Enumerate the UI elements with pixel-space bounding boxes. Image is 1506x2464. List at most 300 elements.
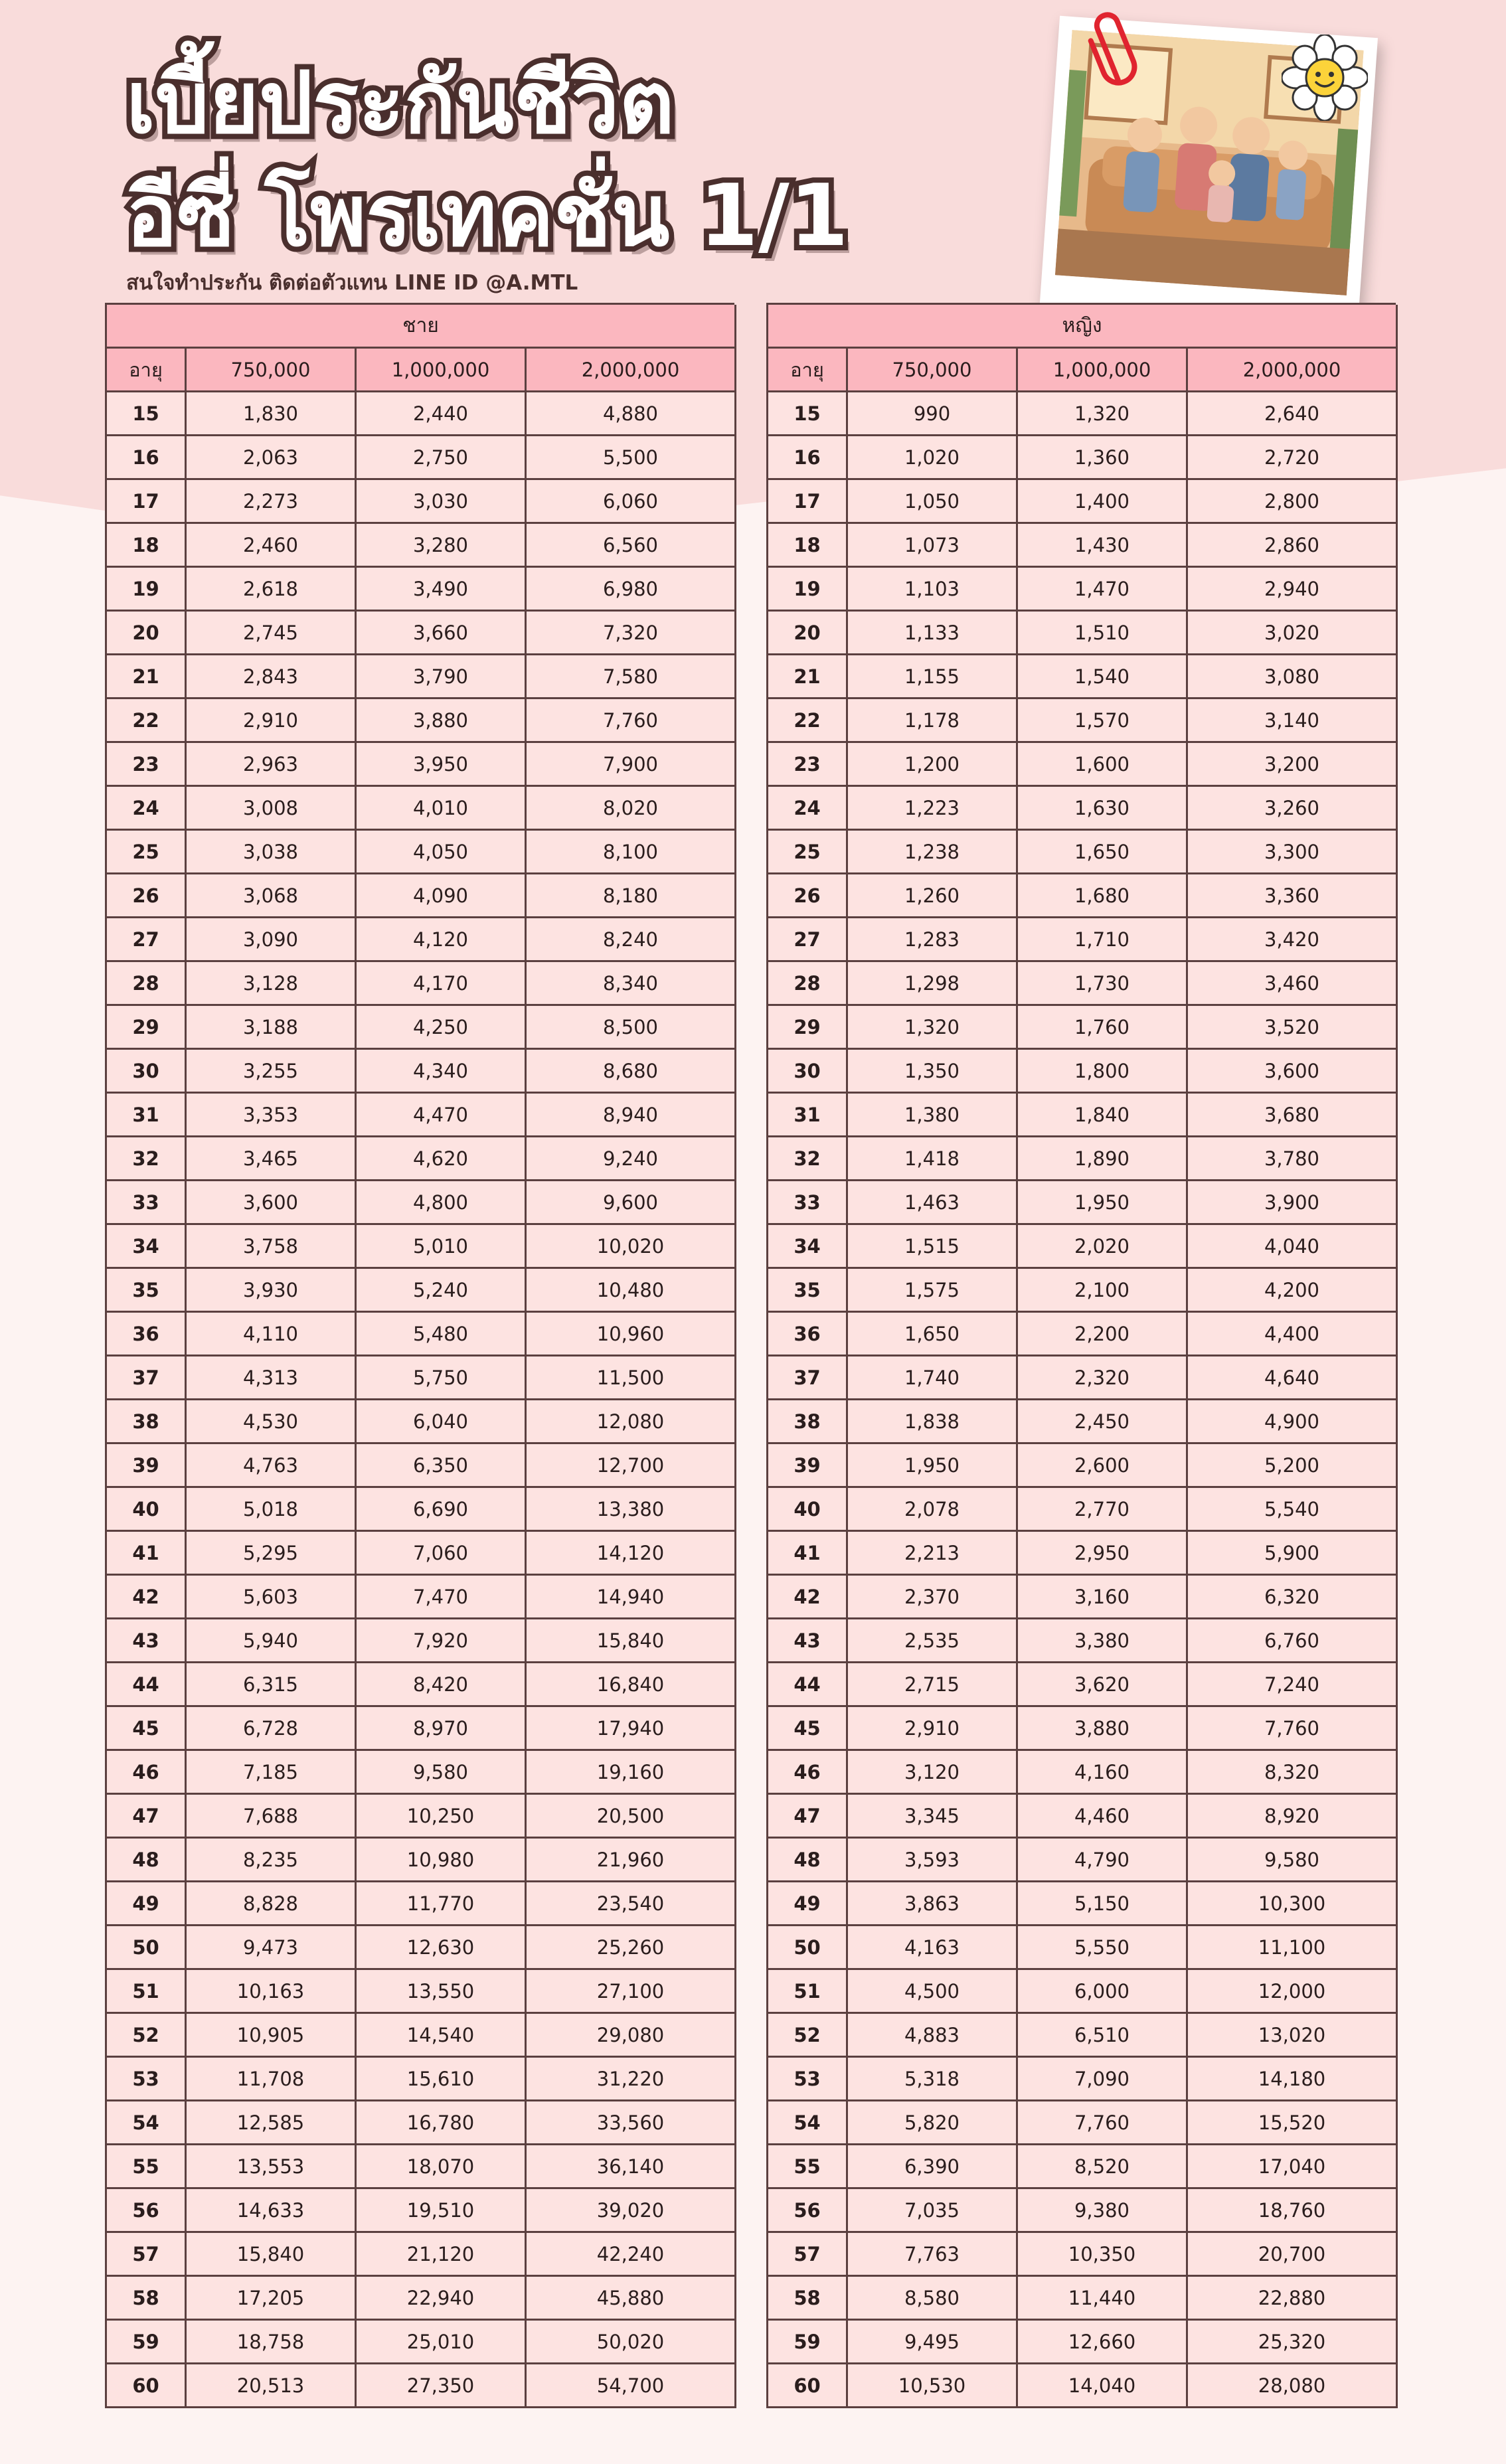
premium-750k-cell: 1,298 — [848, 962, 1018, 1006]
column-header-1m: 1,000,000 — [1018, 349, 1188, 392]
age-cell: 18 — [768, 524, 848, 568]
premium-2m-cell: 8,180 — [527, 874, 736, 918]
premium-750k-cell: 4,883 — [848, 2014, 1018, 2058]
premium-2m-cell: 8,940 — [527, 1094, 736, 1137]
premium-2m-cell: 20,700 — [1188, 2233, 1398, 2277]
premium-750k-cell: 3,593 — [848, 1839, 1018, 1882]
premium-2m-cell: 10,020 — [527, 1225, 736, 1269]
premium-1m-cell: 19,510 — [357, 2189, 527, 2233]
premium-2m-cell: 31,220 — [527, 2058, 736, 2101]
male-premium-table — [105, 303, 734, 2408]
age-cell: 53 — [768, 2058, 848, 2101]
premium-750k-cell: 4,313 — [187, 1356, 357, 1400]
premium-750k-cell: 5,603 — [187, 1576, 357, 1619]
premium-1m-cell: 14,040 — [1018, 2364, 1188, 2408]
premium-2m-cell: 11,500 — [527, 1356, 736, 1400]
age-cell: 45 — [107, 1707, 187, 1751]
premium-1m-cell: 9,580 — [357, 1751, 527, 1795]
premium-2m-cell: 22,880 — [1188, 2277, 1398, 2321]
age-cell: 19 — [768, 568, 848, 612]
premium-750k-cell: 2,745 — [187, 612, 357, 655]
premium-1m-cell: 10,980 — [357, 1839, 527, 1882]
age-cell: 55 — [768, 2145, 848, 2189]
premium-1m-cell: 6,350 — [357, 1444, 527, 1488]
age-cell: 17 — [107, 480, 187, 524]
premium-2m-cell: 3,140 — [1188, 699, 1398, 743]
premium-750k-cell: 5,940 — [187, 1619, 357, 1663]
premium-750k-cell: 1,178 — [848, 699, 1018, 743]
age-cell: 50 — [107, 1926, 187, 1970]
female-premium-table — [766, 303, 1396, 2408]
premium-1m-cell: 4,050 — [357, 831, 527, 874]
premium-750k-cell: 4,530 — [187, 1400, 357, 1444]
premium-750k-cell: 1,103 — [848, 568, 1018, 612]
premium-2m-cell: 13,380 — [527, 1488, 736, 1532]
premium-2m-cell: 42,240 — [527, 2233, 736, 2277]
premium-750k-cell: 5,295 — [187, 1532, 357, 1576]
premium-1m-cell: 14,540 — [357, 2014, 527, 2058]
premium-750k-cell: 5,318 — [848, 2058, 1018, 2101]
age-cell: 47 — [768, 1795, 848, 1839]
age-cell: 28 — [768, 962, 848, 1006]
premium-1m-cell: 4,790 — [1018, 1839, 1188, 1882]
premium-2m-cell: 4,900 — [1188, 1400, 1398, 1444]
premium-750k-cell: 2,618 — [187, 568, 357, 612]
premium-2m-cell: 14,120 — [527, 1532, 736, 1576]
premium-2m-cell: 9,580 — [1188, 1839, 1398, 1882]
age-cell: 60 — [768, 2364, 848, 2408]
premium-750k-cell: 6,390 — [848, 2145, 1018, 2189]
age-cell: 20 — [107, 612, 187, 655]
premium-2m-cell: 8,020 — [527, 787, 736, 831]
premium-2m-cell: 10,480 — [527, 1269, 736, 1313]
premium-1m-cell: 27,350 — [357, 2364, 527, 2408]
premium-1m-cell: 3,660 — [357, 612, 527, 655]
premium-2m-cell: 54,700 — [527, 2364, 736, 2408]
premium-2m-cell: 8,680 — [527, 1050, 736, 1094]
premium-2m-cell: 8,100 — [527, 831, 736, 874]
premium-1m-cell: 22,940 — [357, 2277, 527, 2321]
premium-2m-cell: 3,300 — [1188, 831, 1398, 874]
premium-1m-cell: 6,510 — [1018, 2014, 1188, 2058]
premium-1m-cell: 1,800 — [1018, 1050, 1188, 1094]
premium-1m-cell: 18,070 — [357, 2145, 527, 2189]
premium-2m-cell: 8,340 — [527, 962, 736, 1006]
premium-1m-cell: 5,240 — [357, 1269, 527, 1313]
premium-1m-cell: 1,400 — [1018, 480, 1188, 524]
premium-1m-cell: 2,770 — [1018, 1488, 1188, 1532]
premium-1m-cell: 15,610 — [357, 2058, 527, 2101]
premium-1m-cell: 16,780 — [357, 2101, 527, 2145]
age-cell: 28 — [107, 962, 187, 1006]
age-cell: 51 — [768, 1970, 848, 2014]
premium-1m-cell: 3,160 — [1018, 1576, 1188, 1619]
premium-1m-cell: 3,880 — [357, 699, 527, 743]
age-cell: 35 — [768, 1269, 848, 1313]
premium-1m-cell: 3,280 — [357, 524, 527, 568]
age-cell: 59 — [107, 2321, 187, 2364]
premium-2m-cell: 21,960 — [527, 1839, 736, 1882]
premium-750k-cell: 13,553 — [187, 2145, 357, 2189]
premium-2m-cell: 6,760 — [1188, 1619, 1398, 1663]
premium-750k-cell: 10,905 — [187, 2014, 357, 2058]
age-cell: 15 — [768, 392, 848, 436]
age-cell: 51 — [107, 1970, 187, 2014]
premium-750k-cell: 1,223 — [848, 787, 1018, 831]
premium-2m-cell: 3,460 — [1188, 962, 1398, 1006]
age-cell: 49 — [107, 1882, 187, 1926]
age-cell: 25 — [768, 831, 848, 874]
premium-1m-cell: 4,460 — [1018, 1795, 1188, 1839]
premium-750k-cell: 3,345 — [848, 1795, 1018, 1839]
premium-2m-cell: 2,860 — [1188, 524, 1398, 568]
premium-750k-cell: 1,200 — [848, 743, 1018, 787]
premium-1m-cell: 12,630 — [357, 1926, 527, 1970]
premium-750k-cell: 6,315 — [187, 1663, 357, 1707]
age-cell: 53 — [107, 2058, 187, 2101]
premium-2m-cell: 14,180 — [1188, 2058, 1398, 2101]
premium-2m-cell: 4,640 — [1188, 1356, 1398, 1400]
premium-1m-cell: 1,630 — [1018, 787, 1188, 831]
premium-750k-cell: 1,740 — [848, 1356, 1018, 1400]
column-header-age: อายุ — [768, 349, 848, 392]
premium-1m-cell: 4,090 — [357, 874, 527, 918]
premium-1m-cell: 1,430 — [1018, 524, 1188, 568]
premium-750k-cell: 7,035 — [848, 2189, 1018, 2233]
premium-750k-cell: 990 — [848, 392, 1018, 436]
premium-2m-cell: 3,520 — [1188, 1006, 1398, 1050]
age-cell: 26 — [768, 874, 848, 918]
age-cell: 45 — [768, 1707, 848, 1751]
premium-2m-cell: 25,320 — [1188, 2321, 1398, 2364]
age-cell: 38 — [107, 1400, 187, 1444]
premium-2m-cell: 29,080 — [527, 2014, 736, 2058]
premium-2m-cell: 3,200 — [1188, 743, 1398, 787]
premium-750k-cell: 1,155 — [848, 655, 1018, 699]
age-cell: 38 — [768, 1400, 848, 1444]
premium-1m-cell: 8,970 — [357, 1707, 527, 1751]
premium-1m-cell: 5,480 — [357, 1313, 527, 1356]
age-cell: 46 — [768, 1751, 848, 1795]
age-cell: 60 — [107, 2364, 187, 2408]
premium-2m-cell: 3,260 — [1188, 787, 1398, 831]
premium-750k-cell: 7,185 — [187, 1751, 357, 1795]
premium-1m-cell: 6,000 — [1018, 1970, 1188, 2014]
premium-750k-cell: 1,575 — [848, 1269, 1018, 1313]
premium-750k-cell: 20,513 — [187, 2364, 357, 2408]
premium-750k-cell: 1,238 — [848, 831, 1018, 874]
age-cell: 24 — [107, 787, 187, 831]
premium-2m-cell: 12,700 — [527, 1444, 736, 1488]
premium-1m-cell: 2,020 — [1018, 1225, 1188, 1269]
premium-1m-cell: 8,520 — [1018, 2145, 1188, 2189]
premium-2m-cell: 39,020 — [527, 2189, 736, 2233]
age-cell: 29 — [768, 1006, 848, 1050]
premium-2m-cell: 2,720 — [1188, 436, 1398, 480]
premium-2m-cell: 45,880 — [527, 2277, 736, 2321]
premium-2m-cell: 17,040 — [1188, 2145, 1398, 2189]
premium-1m-cell: 2,320 — [1018, 1356, 1188, 1400]
age-cell: 32 — [768, 1137, 848, 1181]
premium-750k-cell: 1,350 — [848, 1050, 1018, 1094]
premium-1m-cell: 1,570 — [1018, 699, 1188, 743]
age-cell: 57 — [768, 2233, 848, 2277]
premium-1m-cell: 2,750 — [357, 436, 527, 480]
age-cell: 49 — [768, 1882, 848, 1926]
premium-750k-cell: 9,473 — [187, 1926, 357, 1970]
premium-2m-cell: 36,140 — [527, 2145, 736, 2189]
premium-750k-cell: 12,585 — [187, 2101, 357, 2145]
premium-750k-cell: 2,910 — [848, 1707, 1018, 1751]
premium-2m-cell: 3,680 — [1188, 1094, 1398, 1137]
premium-750k-cell: 7,763 — [848, 2233, 1018, 2277]
premium-1m-cell: 10,350 — [1018, 2233, 1188, 2277]
premium-750k-cell: 10,163 — [187, 1970, 357, 2014]
premium-750k-cell: 8,235 — [187, 1839, 357, 1882]
premium-2m-cell: 15,520 — [1188, 2101, 1398, 2145]
premium-1m-cell: 1,950 — [1018, 1181, 1188, 1225]
premium-2m-cell: 4,880 — [527, 392, 736, 436]
age-cell: 25 — [107, 831, 187, 874]
age-cell: 42 — [768, 1576, 848, 1619]
premium-750k-cell: 1,950 — [848, 1444, 1018, 1488]
age-cell: 21 — [107, 655, 187, 699]
premium-1m-cell: 4,470 — [357, 1094, 527, 1137]
premium-750k-cell: 1,283 — [848, 918, 1018, 962]
premium-2m-cell: 2,800 — [1188, 480, 1398, 524]
premium-2m-cell: 6,060 — [527, 480, 736, 524]
age-cell: 15 — [107, 392, 187, 436]
premium-1m-cell: 2,450 — [1018, 1400, 1188, 1444]
premium-1m-cell: 5,550 — [1018, 1926, 1188, 1970]
premium-1m-cell: 2,100 — [1018, 1269, 1188, 1313]
age-cell: 24 — [768, 787, 848, 831]
premium-750k-cell: 3,188 — [187, 1006, 357, 1050]
age-cell: 54 — [107, 2101, 187, 2145]
age-cell: 47 — [107, 1795, 187, 1839]
premium-750k-cell: 2,535 — [848, 1619, 1018, 1663]
age-cell: 31 — [768, 1094, 848, 1137]
premium-1m-cell: 4,170 — [357, 962, 527, 1006]
premium-750k-cell: 4,110 — [187, 1313, 357, 1356]
age-cell: 20 — [768, 612, 848, 655]
age-cell: 39 — [768, 1444, 848, 1488]
premium-750k-cell: 1,020 — [848, 436, 1018, 480]
age-cell: 18 — [107, 524, 187, 568]
table-gender-header: ชาย — [107, 305, 736, 349]
age-cell: 58 — [768, 2277, 848, 2321]
premium-2m-cell: 11,100 — [1188, 1926, 1398, 1970]
age-cell: 39 — [107, 1444, 187, 1488]
premium-1m-cell: 6,040 — [357, 1400, 527, 1444]
premium-750k-cell: 3,090 — [187, 918, 357, 962]
premium-2m-cell: 3,900 — [1188, 1181, 1398, 1225]
premium-750k-cell: 4,500 — [848, 1970, 1018, 2014]
premium-2m-cell: 6,320 — [1188, 1576, 1398, 1619]
premium-1m-cell: 1,320 — [1018, 392, 1188, 436]
age-cell: 16 — [768, 436, 848, 480]
premium-1m-cell: 7,060 — [357, 1532, 527, 1576]
premium-2m-cell: 7,760 — [1188, 1707, 1398, 1751]
age-cell: 37 — [768, 1356, 848, 1400]
premium-2m-cell: 13,020 — [1188, 2014, 1398, 2058]
premium-1m-cell: 6,690 — [357, 1488, 527, 1532]
premium-750k-cell: 17,205 — [187, 2277, 357, 2321]
premium-2m-cell: 10,960 — [527, 1313, 736, 1356]
premium-1m-cell: 1,650 — [1018, 831, 1188, 874]
age-cell: 50 — [768, 1926, 848, 1970]
premium-2m-cell: 8,920 — [1188, 1795, 1398, 1839]
table-gender-header: หญิง — [768, 305, 1398, 349]
premium-1m-cell: 4,800 — [357, 1181, 527, 1225]
premium-1m-cell: 4,620 — [357, 1137, 527, 1181]
age-cell: 30 — [107, 1050, 187, 1094]
premium-2m-cell: 15,840 — [527, 1619, 736, 1663]
premium-750k-cell: 11,708 — [187, 2058, 357, 2101]
premium-2m-cell: 9,240 — [527, 1137, 736, 1181]
age-cell: 22 — [107, 699, 187, 743]
age-cell: 19 — [107, 568, 187, 612]
premium-1m-cell: 2,200 — [1018, 1313, 1188, 1356]
premium-750k-cell: 3,353 — [187, 1094, 357, 1137]
premium-2m-cell: 5,900 — [1188, 1532, 1398, 1576]
premium-750k-cell: 3,120 — [848, 1751, 1018, 1795]
premium-750k-cell: 1,838 — [848, 1400, 1018, 1444]
premium-750k-cell: 1,380 — [848, 1094, 1018, 1137]
page-title-line2: อีซี่ โพรเทคชั่น 1/1 — [126, 167, 849, 266]
premium-750k-cell: 9,495 — [848, 2321, 1018, 2364]
premium-1m-cell: 12,660 — [1018, 2321, 1188, 2364]
premium-750k-cell: 3,465 — [187, 1137, 357, 1181]
premium-2m-cell: 6,980 — [527, 568, 736, 612]
premium-2m-cell: 2,640 — [1188, 392, 1398, 436]
age-cell: 23 — [107, 743, 187, 787]
premium-1m-cell: 11,440 — [1018, 2277, 1188, 2321]
premium-750k-cell: 8,580 — [848, 2277, 1018, 2321]
age-cell: 42 — [107, 1576, 187, 1619]
premium-2m-cell: 7,580 — [527, 655, 736, 699]
age-cell: 27 — [768, 918, 848, 962]
premium-1m-cell: 3,790 — [357, 655, 527, 699]
premium-2m-cell: 3,780 — [1188, 1137, 1398, 1181]
premium-2m-cell: 3,080 — [1188, 655, 1398, 699]
age-cell: 33 — [768, 1181, 848, 1225]
premium-750k-cell: 1,133 — [848, 612, 1018, 655]
premium-1m-cell: 1,680 — [1018, 874, 1188, 918]
premium-2m-cell: 8,320 — [1188, 1751, 1398, 1795]
age-cell: 46 — [107, 1751, 187, 1795]
premium-2m-cell: 19,160 — [527, 1751, 736, 1795]
premium-1m-cell: 7,090 — [1018, 2058, 1188, 2101]
premium-1m-cell: 5,010 — [357, 1225, 527, 1269]
premium-1m-cell: 3,030 — [357, 480, 527, 524]
premium-2m-cell: 8,500 — [527, 1006, 736, 1050]
premium-1m-cell: 3,490 — [357, 568, 527, 612]
premium-750k-cell: 5,820 — [848, 2101, 1018, 2145]
premium-750k-cell: 3,863 — [848, 1882, 1018, 1926]
premium-750k-cell: 3,008 — [187, 787, 357, 831]
premium-750k-cell: 2,370 — [848, 1576, 1018, 1619]
age-cell: 27 — [107, 918, 187, 962]
column-header-750k: 750,000 — [848, 349, 1018, 392]
age-cell: 31 — [107, 1094, 187, 1137]
premium-750k-cell: 3,255 — [187, 1050, 357, 1094]
age-cell: 37 — [107, 1356, 187, 1400]
age-cell: 36 — [768, 1313, 848, 1356]
premium-750k-cell: 10,530 — [848, 2364, 1018, 2408]
premium-1m-cell: 1,600 — [1018, 743, 1188, 787]
age-cell: 30 — [768, 1050, 848, 1094]
premium-2m-cell: 9,600 — [527, 1181, 736, 1225]
premium-750k-cell: 1,260 — [848, 874, 1018, 918]
premium-1m-cell: 7,760 — [1018, 2101, 1188, 2145]
premium-1m-cell: 1,540 — [1018, 655, 1188, 699]
age-cell: 41 — [107, 1532, 187, 1576]
premium-2m-cell: 3,020 — [1188, 612, 1398, 655]
premium-2m-cell: 16,840 — [527, 1663, 736, 1707]
premium-1m-cell: 11,770 — [357, 1882, 527, 1926]
age-cell: 22 — [768, 699, 848, 743]
premium-2m-cell: 7,760 — [527, 699, 736, 743]
premium-1m-cell: 1,470 — [1018, 568, 1188, 612]
premium-2m-cell: 6,560 — [527, 524, 736, 568]
age-cell: 17 — [768, 480, 848, 524]
premium-1m-cell: 10,250 — [357, 1795, 527, 1839]
premium-750k-cell: 2,843 — [187, 655, 357, 699]
premium-750k-cell: 2,715 — [848, 1663, 1018, 1707]
premium-1m-cell: 13,550 — [357, 1970, 527, 2014]
premium-750k-cell: 2,460 — [187, 524, 357, 568]
premium-750k-cell: 3,128 — [187, 962, 357, 1006]
premium-750k-cell: 3,758 — [187, 1225, 357, 1269]
premium-750k-cell: 1,650 — [848, 1313, 1018, 1356]
premium-750k-cell: 3,930 — [187, 1269, 357, 1313]
age-cell: 35 — [107, 1269, 187, 1313]
premium-750k-cell: 6,728 — [187, 1707, 357, 1751]
age-cell: 52 — [768, 2014, 848, 2058]
premium-1m-cell: 4,120 — [357, 918, 527, 962]
premium-2m-cell: 7,900 — [527, 743, 736, 787]
premium-1m-cell: 2,600 — [1018, 1444, 1188, 1488]
premium-750k-cell: 3,038 — [187, 831, 357, 874]
premium-750k-cell: 1,320 — [848, 1006, 1018, 1050]
premium-750k-cell: 1,830 — [187, 392, 357, 436]
premium-2m-cell: 4,040 — [1188, 1225, 1398, 1269]
premium-2m-cell: 3,360 — [1188, 874, 1398, 918]
premium-750k-cell: 1,050 — [848, 480, 1018, 524]
age-cell: 43 — [107, 1619, 187, 1663]
premium-1m-cell: 3,880 — [1018, 1707, 1188, 1751]
premium-2m-cell: 4,400 — [1188, 1313, 1398, 1356]
premium-750k-cell: 1,418 — [848, 1137, 1018, 1181]
premium-1m-cell: 5,750 — [357, 1356, 527, 1400]
premium-2m-cell: 50,020 — [527, 2321, 736, 2364]
premium-2m-cell: 17,940 — [527, 1707, 736, 1751]
premium-750k-cell: 2,063 — [187, 436, 357, 480]
age-cell: 44 — [768, 1663, 848, 1707]
premium-2m-cell: 23,540 — [527, 1882, 736, 1926]
age-cell: 41 — [768, 1532, 848, 1576]
premium-2m-cell: 27,100 — [527, 1970, 736, 2014]
age-cell: 32 — [107, 1137, 187, 1181]
age-cell: 34 — [107, 1225, 187, 1269]
premium-1m-cell: 4,250 — [357, 1006, 527, 1050]
premium-2m-cell: 28,080 — [1188, 2364, 1398, 2408]
age-cell: 58 — [107, 2277, 187, 2321]
age-cell: 55 — [107, 2145, 187, 2189]
premium-2m-cell: 8,240 — [527, 918, 736, 962]
premium-2m-cell: 20,500 — [527, 1795, 736, 1839]
